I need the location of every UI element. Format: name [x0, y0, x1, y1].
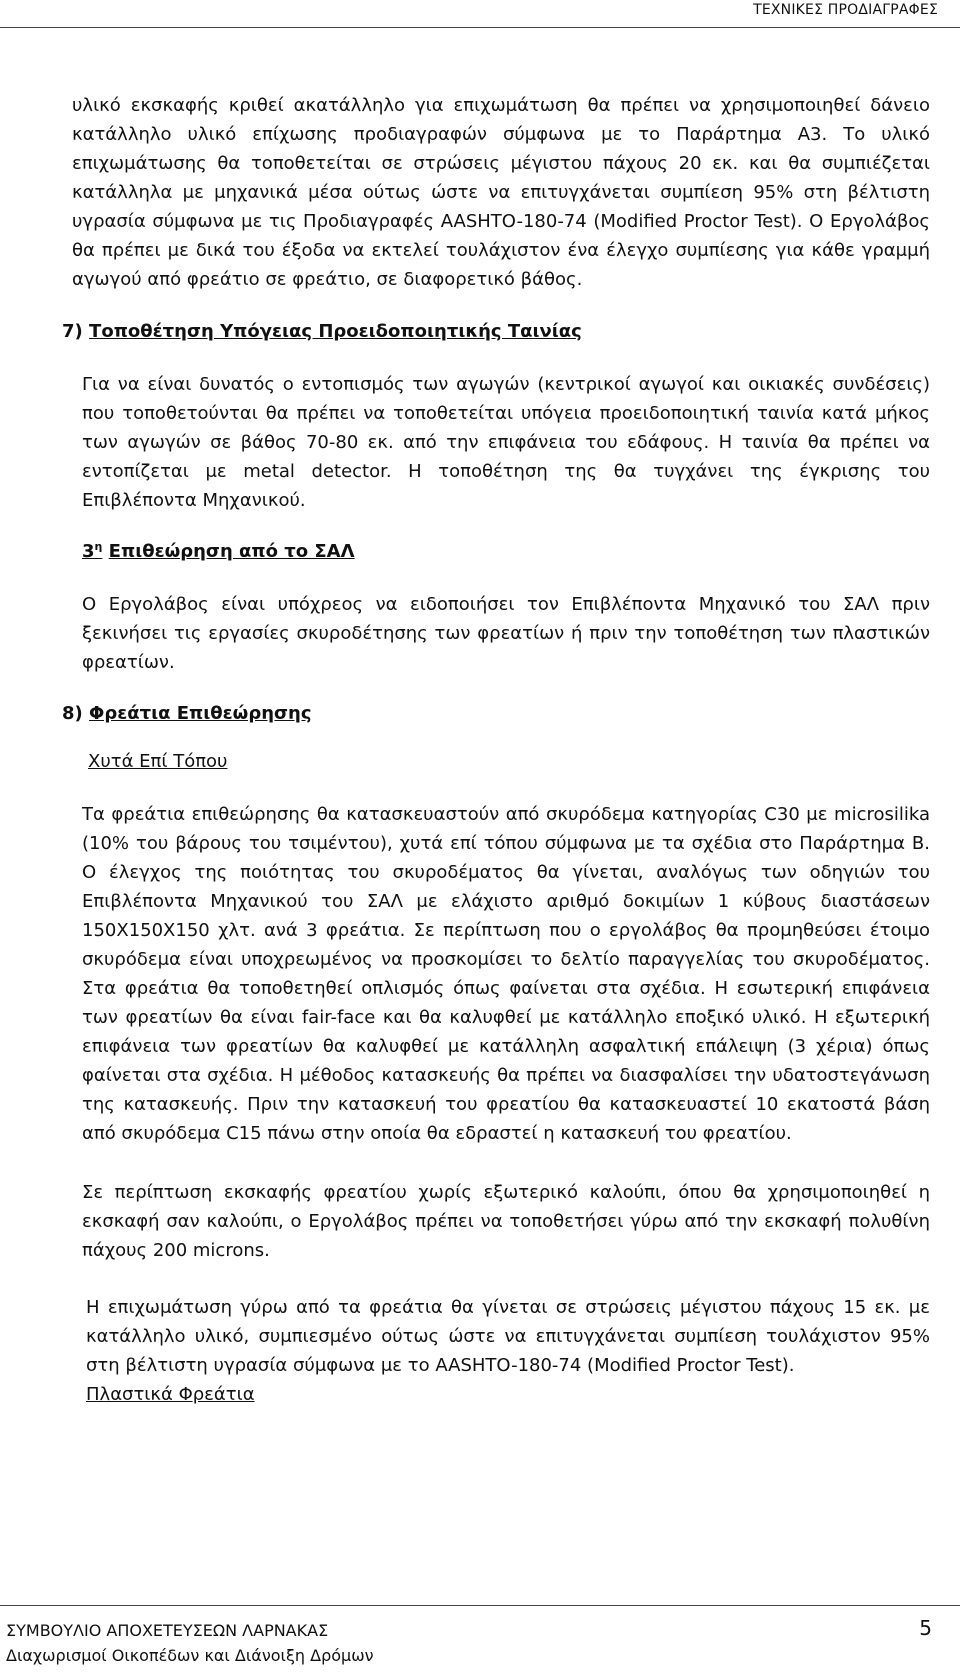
paragraph-backfill: υλικό εκσκαφής κριθεί ακατάλληλο για επιχωμάτωση θα πρέπει να χρησιμοποιηθεί δάνειο κατάλληλο υλικό επίχωσης προδιαγραφών σύμφωνα με το Παράρτημα Α3. Το υλικό επιχωμάτωσης θα τοποθετείται σε στρώσεις μέγιστου πάχους 20 εκ. και θα συμπιέζεται κατάλληλα με μηχανικά μέσα ούτως ώστε να επιτυγχάνεται συμπίεση 95% στη βέλτιστη υγρασία σύμφωνα με τις Προδιαγραφές AASHTO-180-74 (Modified Proctor Test). Ο Εργολάβος θα πρέπει με δικά του έξοδα να εκτελεί τουλάχιστον ένα έλεγχο συμπίεσης για κάθε γραμμή αγωγού από φρεάτιο σε φρεάτιο, σε διαφορετικό βάθος. — [72, 95, 930, 290]
footer-info — [6, 1618, 374, 1668]
paragraph-manhole-construction: Τα φρεάτια επιθεώρησης θα κατασκευαστούν από σκυρόδεμα κατηγορίας C30 με microsilika (10% του βάρους του τσιμέντου), χυτά επί τόπου σύμφωνα με τα σχέδια στο Παράρτημα Β. Ο έλεγχος της ποιότητας του σκυροδέματος θα γίνεται, αναλόγως των οδηγιών του Επιβλέποντα Μηχανικού του ΣΑΛ με ελάχιστο αριθμό δοκιμίων 1 κύβους διαστάσεων 150Χ150Χ150 χλτ. ανά 3 φρεάτια. Σε περίπτωση που ο εργολάβος θα προμηθεύσει έτοιμο σκυρόδεμα είναι υποχρεωμένος να προσκομίσει το δελτίο παραγγελίας του σκυροδέματος. Στα φρεάτια θα τοποθετηθεί οπλισμός όπως φαίνεται στα σχέδια. Η εσωτερική επιφάνεια των φρεατίων θα είναι fair-face και θα καλυφθεί με κατάλληλο εποξικό υλικό. Η εξωτερική επιφάνεια των φρεατίων θα καλυφθεί με κατάλληλη ασφαλτική επάλειψη (3 χέρια) όπως φαίνεται στα σχέδια. Η μέθοδος κατασκευής θα πρέπει να διασφαλίσει την υδατοστεγάνωση της κατασκευής. Πριν την κατασκευή του φρεατίου θα κατασκευαστεί 10 εκατοστά βάση από σκυρόδεμα C15 πάνω στην οποία θα εδραστεί η κατασκευή του φρεατίου. — [82, 804, 930, 1144]
footer-project: Διαχωρισμοί Οικοπέδων και Διάνοιξη Δρόμων — [6, 1646, 374, 1665]
footer-organization: ΣΥΜΒΟΥΛΙΟ ΑΠΟΧΕΤΕΥΣΕΩΝ ΛΑΡΝΑΚΑΣ — [6, 1621, 329, 1640]
section-number: 7) — [62, 321, 83, 342]
paragraph-warning-tape: Για να είναι δυνατός ο εντοπισμός των αγωγών (κεντρικοί αγωγοί και οικιακές συνδέσεις) που τοποθετούνται θα πρέπει να τοποθετείται υπόγεια προειδοποιητική ταινία κατά μήκος των αγωγών σε βάθος 70-80 εκ. από την επιφάνεια του εδάφους. Η ταινία θα πρέπει να εντοπίζεται με metal detector. Η τοποθέτηση της θα τυγχάνει της έγκρισης του Επιβλέποντα Μηχανικού. — [82, 374, 930, 511]
section-title: Φρεάτια Επιθεώρησης — [89, 703, 312, 724]
page-body — [62, 91, 960, 1409]
section-number: $3^\eta$ — [82, 540, 103, 562]
section-heading-inspection — [82, 537, 960, 566]
paragraph-manhole-backfill: Η επιχωμάτωση γύρω από τα φρεάτια θα γίνεται σε στρώσεις μέγιστου πάχους 15 εκ. με κατάλληλο υλικό, συμπιεσμένο ούτως ώστε να επιτυγχάνεται συμπίεση τουλάχιστον 95% στη βέλτιστη υγρασία σύμφωνα με το AASHTO-180-74 (Modified Proctor Test). — [86, 1297, 930, 1376]
paragraph-notify-engineer: Ο Εργολάβος είναι υπόχρεος να ειδοποιήσει τον Επιβλέποντα Μηχανικό του ΣΑΛ πριν ξεκινήσει τις εργασίες σκυροδέτησης των φρεατίων ή πριν την τοποθέτηση των πλαστικών φρεατίων. — [82, 594, 930, 673]
header-divider — [0, 27, 960, 28]
section-number: 8) — [62, 703, 83, 724]
section-title: Τοποθέτηση Υπόγειας Προειδοποιητικής Ταινίας — [89, 321, 582, 342]
footer-divider — [0, 1605, 960, 1606]
page-number: 5 — [919, 1616, 932, 1640]
section-heading-8 — [62, 699, 960, 728]
subheading-cast-in-place: Χυτά Επί Τόπου — [88, 751, 228, 772]
running-header: ΤΕΧΝΙΚΕΣ ΠΡΟΔΙΑΓΡΑΦΕΣ — [753, 2, 938, 18]
paragraph-polythene: Σε περίπτωση εκσκαφής φρεατίου χωρίς εξωτερικό καλούπι, όπου θα χρησιμοποιηθεί η εκσκαφή σαν καλούπι, ο Εργολάβος πρέπει να τοποθετήσει γύρω από την εκσκαφή πολυθίνη πάχους 200 microns. — [82, 1182, 930, 1261]
section-heading-7 — [62, 317, 960, 346]
section-title: Επιθεώρηση από το ΣΑΛ — [108, 541, 355, 562]
subheading-plastic-manholes: Πλαστικά Φρεάτια — [86, 1384, 255, 1405]
